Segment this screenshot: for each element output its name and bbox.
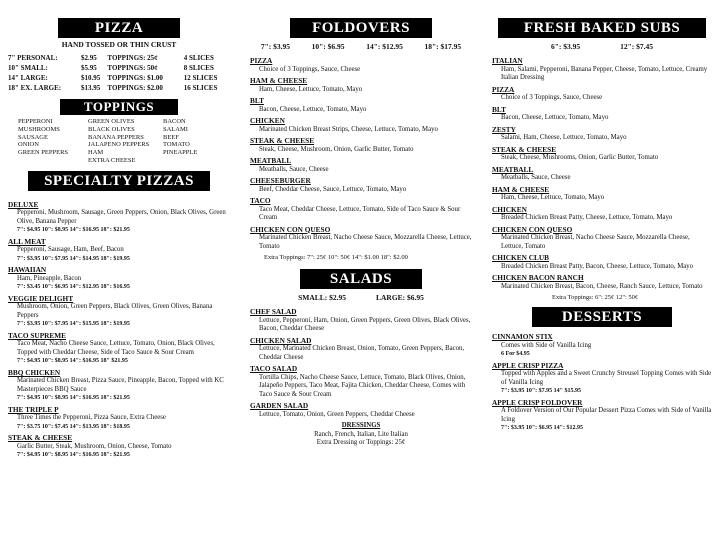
topping-item: PEPPERONI (18, 118, 53, 125)
menu-item-description: Ham, Salami, Pepperoni, Banana Pepper, Cheese, Tomato, Lettuce, Creamy Italian Dressing (501, 65, 708, 81)
menu-item-name: THE TRIPLE P (8, 404, 59, 414)
topping-item: SALAMI (163, 125, 188, 133)
menu-item-name: MEATBALL (250, 156, 292, 165)
menu-item-price: 7": $3.95 10": $7.95 14" $15.95 (501, 388, 581, 394)
menu-item-description: Choice of 3 Toppings, Sauce, Cheese (259, 65, 361, 73)
pizza-header-wrap (8, 18, 230, 38)
menu-item-description: Marinated Chicken Breast, Nacho Cheese Sauce, Mozzarella Cheese, Lettuce, Tomato (501, 234, 690, 250)
menu-item (8, 332, 230, 366)
size-price: 18": $17.95 (424, 42, 462, 51)
topping-item: ONION (18, 141, 39, 149)
pizza-size-toppings: TOPPINGS: $1.00 (107, 74, 163, 82)
pizza-size-toppings: TOPPINGS: 25¢ (107, 54, 158, 62)
menu-item-name: ITALIAN (492, 56, 523, 65)
toppings-grid (18, 118, 230, 165)
pizza-size-price: $13.95 (80, 84, 101, 92)
menu-item-name: CHICKEN CON QUESO (492, 224, 573, 234)
toppings-title: TOPPINGS (60, 99, 178, 115)
menu-item-description: Meatballs, Sauce, Cheese (259, 165, 329, 173)
menu-item-description: Choice of 3 Toppings, Sauce, Cheese (501, 94, 603, 101)
pizza-subtitle: HAND TOSSED OR THIN CRUST (61, 40, 177, 49)
menu-item-name: CHEF SALAD (250, 307, 297, 316)
menu-item (250, 117, 472, 134)
menu-item (250, 308, 472, 334)
menu-item (250, 337, 472, 363)
menu-item-description: Beef, Cheddar Cheese, Sauce, Lettuce, Tomato, Mayo (259, 185, 407, 193)
menu-item (492, 86, 712, 103)
menu-item-price: 7": $4.95 10": $8.95 14": $16.95 18" $21.95 (17, 358, 128, 365)
menu-item-description: Taco Meat, Nacho Cheese Sauce, Lettuce, Tomato, Onion, Black Olives, Topped with Cheddar Cheese, Side of Taco Sauce & Sour Cream (17, 340, 215, 356)
menu-item-description: Marinated Chicken Breast Strips, Cheese, Lettuce, Tomato, Mayo (259, 125, 438, 133)
salads-prices (250, 293, 472, 302)
menu-item-price: 7": $3.75 10": $7.45 14": $13.95 18": $18.95 (17, 423, 130, 430)
menu-item-name: ZESTY (492, 124, 516, 134)
menu-item-name: CHICKEN (492, 204, 527, 214)
menu-item-name: ALL MEAT (8, 236, 46, 246)
toppings-col-2 (88, 118, 163, 165)
menu-item-description: Breaded Chicken Breast Patty, Bacon, Cheese, Lettuce, Tomato, Mayo (501, 262, 694, 270)
specialty-list (8, 201, 230, 460)
menu-item-description: Tortilla Chips, Nacho Cheese Sauce, Lettuce, Tomato, Black Olives, Onion, Jalapeño Peppers, Taco Meat, Fajita Chicken, Cheddar Cheese, Comes with Taco Sauce & Sour Cream (259, 373, 466, 398)
menu-item-description: Meatballs, Sauce, Cheese (501, 174, 571, 181)
size-price: 10": $6.95 (311, 42, 345, 51)
menu-item (492, 333, 712, 359)
topping-item: BEEF (163, 133, 179, 141)
menu-item (492, 126, 712, 143)
pizza-size-toppings: TOPPINGS: 50¢ (107, 64, 158, 72)
pizza-size-slices: 12 SLICES (183, 74, 218, 82)
menu-item-name: APPLE CRISP FOLDOVER (492, 397, 583, 407)
menu-item-name: CHEESEBURGER (250, 176, 311, 185)
pizza-size-slices: 4 SLICES (183, 54, 214, 62)
pizza-size-size: 10" SMALL: (8, 64, 48, 72)
size-price: SMALL: $2.95 (298, 293, 346, 302)
menu-item-description: Topped with Apples and a Sweet Crunchy Streusel Topping Comes with Side of Vanilla Icing (501, 370, 712, 386)
menu-item-name: STEAK & CHEESE (492, 144, 557, 154)
menu-item-description: Ham, Pineapple, Bacon (17, 274, 82, 282)
subs-title: FRESH BAKED SUBS (498, 18, 706, 38)
menu-item-name: BBQ CHICKEN (8, 367, 61, 377)
pizza-size-size: 18" EX. LARGE: (8, 84, 62, 92)
topping-item: TOMATO (163, 141, 190, 149)
menu-item-price: 7": $3.95 10": $6.95 14": $12.95 (501, 425, 583, 431)
topping-item: BANANA PEPPERS (88, 133, 144, 141)
menu-item-price: 7": $3.45 10": $6.95 14": $12.95 18": $16.95 (17, 284, 130, 291)
pizza-size-row (8, 83, 230, 93)
specialty-header-wrap (8, 171, 230, 191)
salads-title: SALADS (300, 269, 422, 289)
menu-item-description: Salami, Ham, Cheese, Lettuce, Tomato, Mayo (501, 134, 627, 141)
menu-item-name: CHICKEN CLUB (492, 253, 549, 262)
menu-item-name: APPLE CRISP PIZZA (492, 360, 564, 370)
topping-item: PINEAPPLE (163, 149, 198, 157)
menu-item (8, 238, 230, 264)
column-left (8, 0, 230, 556)
menu-item-description: Marinated Chicken Breast, Bacon, Cheese, Ranch Sauce, Lettuce, Tomato (501, 282, 703, 290)
topping-item: MUSHROOMS (18, 125, 60, 133)
menu-item (492, 57, 712, 83)
toppings-col-1 (18, 118, 88, 165)
menu-item-name: PIZZA (250, 56, 273, 65)
pizza-size-toppings: TOPPINGS: $2.00 (107, 84, 163, 92)
menu-item (8, 434, 230, 460)
menu-item-description: A Foldover Version of Our Popular Dessert Pizza Comes with Side of Vanilla Icing (501, 407, 712, 423)
menu-item (250, 137, 472, 154)
menu-item-name: CHICKEN SALAD (250, 335, 312, 345)
menu-item (250, 77, 472, 94)
menu-item-description: Lettuce, Pepperoni, Ham, Onion, Green Peppers, Green Olives, Black Olives, Bacon, Cheddar Cheese (259, 316, 471, 332)
topping-item: GREEN OLIVES (88, 118, 135, 125)
menu-item-description: Lettuce, Marinated Chicken Breast, Onion, Tomato, Green Peppers, Bacon, Cheddar Cheese (259, 345, 465, 361)
size-price: 7": $3.95 (260, 42, 290, 51)
menu-item (250, 177, 472, 194)
pizza-size-size: 14" LARGE: (8, 74, 48, 82)
menu-item (250, 97, 472, 114)
foldovers-prices (250, 42, 472, 51)
size-price: 6": $3.95 (550, 42, 581, 51)
topping-item: HAM (88, 149, 104, 157)
menu-item-name: BLT (250, 96, 264, 105)
menu-item-price: 7": $3.95 10": $7.95 14": $15.95 18": $19.95 (17, 321, 130, 328)
menu-item (492, 362, 712, 396)
specialty-title: SPECIALTY PIZZAS (28, 171, 210, 191)
foldovers-extra: Extra Toppings: 7": 25¢ 10": 50¢ 14": $1.00 18": $2.00 (264, 254, 408, 261)
column-right (492, 0, 712, 556)
size-price: 12": $7.45 (620, 42, 654, 51)
pizza-title: PIZZA (58, 18, 180, 38)
menu-item (250, 197, 472, 223)
menu-item-name: STEAK & CHEESE (250, 136, 315, 145)
menu-item-description: Breaded Chicken Breast Patty, Cheese, Lettuce, Tomato, Mayo (501, 214, 673, 221)
menu-item-price: 7": $4.95 10": $8.95 14": $16.95 18": $21.95 (17, 452, 130, 459)
pizza-size-row (8, 53, 230, 63)
menu-item (492, 186, 712, 203)
menu-item (492, 254, 712, 271)
menu-item (250, 57, 472, 74)
menu-item-name: TACO SALAD (250, 364, 298, 373)
topping-item: JALAPENO PEPPERS (88, 141, 150, 149)
menu-item (492, 206, 712, 223)
menu-item-name: HAWAIIAN (8, 265, 47, 275)
menu-item-description: Steak, Cheese, Mushrooms, Onion, Garlic Butter, Tomato (501, 154, 659, 161)
menu-item (492, 166, 712, 183)
menu-item (492, 226, 712, 252)
menu-item-name: BLT (492, 104, 506, 114)
menu-item-description: Garlic Butter, Steak, Mushroom, Onion, Cheese, Tomato (17, 442, 172, 450)
dressings-extra: Extra Dressing or Toppings: 25¢ (316, 439, 406, 446)
menu-item-description: Ham, Cheese, Lettuce, Tomato, Mayo (501, 194, 605, 201)
menu-item (8, 201, 230, 235)
menu-item-description: Lettuce, Tomato, Onion, Green Peppers, Cheddar Cheese (259, 410, 415, 418)
salads-list (250, 308, 472, 419)
pizza-size-slices: 16 SLICES (183, 84, 218, 92)
pizza-size-price: $5.95 (80, 64, 97, 72)
pizza-size-slices: 8 SLICES (183, 64, 214, 72)
menu-item-price: 7": $4.95 10": $8.95 14": $16.95 18": $21.95 (17, 227, 130, 234)
menu-item-description: Pepperoni, Mushroom, Sausage, Green Peppers, Onion, Black Olives, Green Olive, Banana Pepper (17, 209, 226, 225)
menu-item-name: PIZZA (492, 84, 515, 94)
menu-item (492, 146, 712, 163)
menu-item (8, 406, 230, 432)
subs-header-wrap (492, 18, 712, 38)
pizza-size-table (8, 53, 230, 93)
foldovers-title: FOLDOVERS (290, 18, 432, 38)
menu-item (492, 274, 712, 291)
menu-item (492, 399, 712, 433)
size-price: 14": $12.95 (366, 42, 403, 51)
menu-item-description: Ham, Cheese, Lettuce, Tomato, Mayo (259, 85, 363, 93)
menu-item (250, 157, 472, 174)
desserts-title: DESSERTS (532, 307, 672, 327)
subs-list (492, 57, 712, 291)
menu-item (8, 369, 230, 403)
salads-header-wrap (250, 269, 472, 289)
menu-item-name: HAM & CHEESE (250, 76, 308, 85)
menu-item-name: CHICKEN BACON RANCH (492, 273, 584, 282)
menu-item-description: Comes with Side of Vanilla Icing (501, 341, 592, 349)
dressings-title: DRESSINGS (341, 422, 381, 429)
menu-item-name: CHICKEN (250, 116, 285, 125)
menu-item-name: CHICKEN CON QUESO (250, 224, 331, 234)
menu-item-description: Marinated Chicken Breast, Pizza Sauce, Pineapple, Bacon, Topped with KC Masterpieces BBQ Sauce (17, 377, 224, 393)
topping-item: GREEN PEPPERS (18, 149, 69, 157)
desserts-list (492, 333, 712, 433)
menu-item-description: Three Times the Pepperoni, Pizza Sauce, Extra Cheese (17, 414, 166, 422)
subs-extra: Extra Toppings: 6": 25¢ 12": 50¢ (552, 294, 639, 301)
topping-item: SAUSAGE (18, 133, 48, 141)
foldovers-list (250, 57, 472, 251)
menu-item-name: GARDEN SALAD (250, 401, 309, 410)
toppings-col-3 (163, 118, 223, 165)
column-middle (250, 0, 472, 556)
menu-item-description: Bacon, Cheese, Lettuce, Tomato, Mayo (501, 114, 609, 121)
dressings-list: Ranch, French, Italian, Lite Italian (314, 430, 408, 438)
menu-item-name: MEATBALL (492, 164, 534, 174)
toppings-header-wrap (8, 99, 230, 115)
menu-item (8, 295, 230, 329)
menu-item-name: TACO (250, 196, 271, 205)
menu-item (8, 266, 230, 292)
menu-item-description: Mushroom, Onion, Green Peppers, Black Olives, Green Olives, Banana Peppers (17, 303, 213, 319)
menu-item (250, 226, 472, 252)
pizza-size-row (8, 73, 230, 83)
topping-item: BLACK OLIVES (88, 125, 135, 133)
menu-item (250, 365, 472, 399)
desserts-header-wrap (492, 307, 712, 327)
pizza-size-row (8, 63, 230, 73)
menu-item-description: Marinated Chicken Breast, Nacho Cheese Sauce, Mozzarella Cheese, Lettuce, Tomato (259, 234, 472, 250)
menu-item (250, 402, 472, 419)
foldovers-header-wrap (250, 18, 472, 38)
menu-item-description: Pepperoni, Sausage, Ham, Beef, Bacon (17, 246, 124, 254)
menu-item-price: 6 For $4.95 (501, 351, 530, 357)
menu-item-name: VEGGIE DELIGHT (8, 293, 74, 303)
topping-item: BACON (163, 118, 186, 125)
menu-item-price: 7": $3.95 10": $7.95 14": $14.95 18": $19.95 (17, 255, 130, 262)
pizza-size-price: $2.95 (80, 54, 97, 62)
topping-item: EXTRA CHEESE (88, 156, 136, 164)
menu-item-description: Taco Meat, Cheddar Cheese, Lettuce, Tomato, Side of Taco Sauce & Sour Cream (259, 205, 461, 221)
size-price: LARGE: $6.95 (376, 293, 424, 302)
menu-item-description: Steak, Cheese, Mushroom, Onion, Garlic Butter, Tomato (259, 145, 414, 153)
pizza-size-size: 7" PERSONAL: (8, 54, 58, 62)
menu-item-name: TACO SUPREME (8, 330, 67, 340)
menu-item-description: Bacon, Cheese, Lettuce, Tomato, Mayo (259, 105, 367, 113)
pizza-size-price: $10.95 (80, 74, 101, 82)
menu-item-name: CINNAMON STIX (492, 332, 553, 341)
menu-item-name: STEAK & CHEESE (8, 433, 73, 443)
menu-item-price: 7": $4.95 10": $8.95 14": $16.95 18": $21.95 (17, 395, 130, 402)
menu-item-name: DELUXE (8, 199, 39, 209)
subs-prices (492, 42, 712, 51)
menu-item-name: HAM & CHEESE (492, 184, 550, 194)
menu-item (492, 106, 712, 123)
